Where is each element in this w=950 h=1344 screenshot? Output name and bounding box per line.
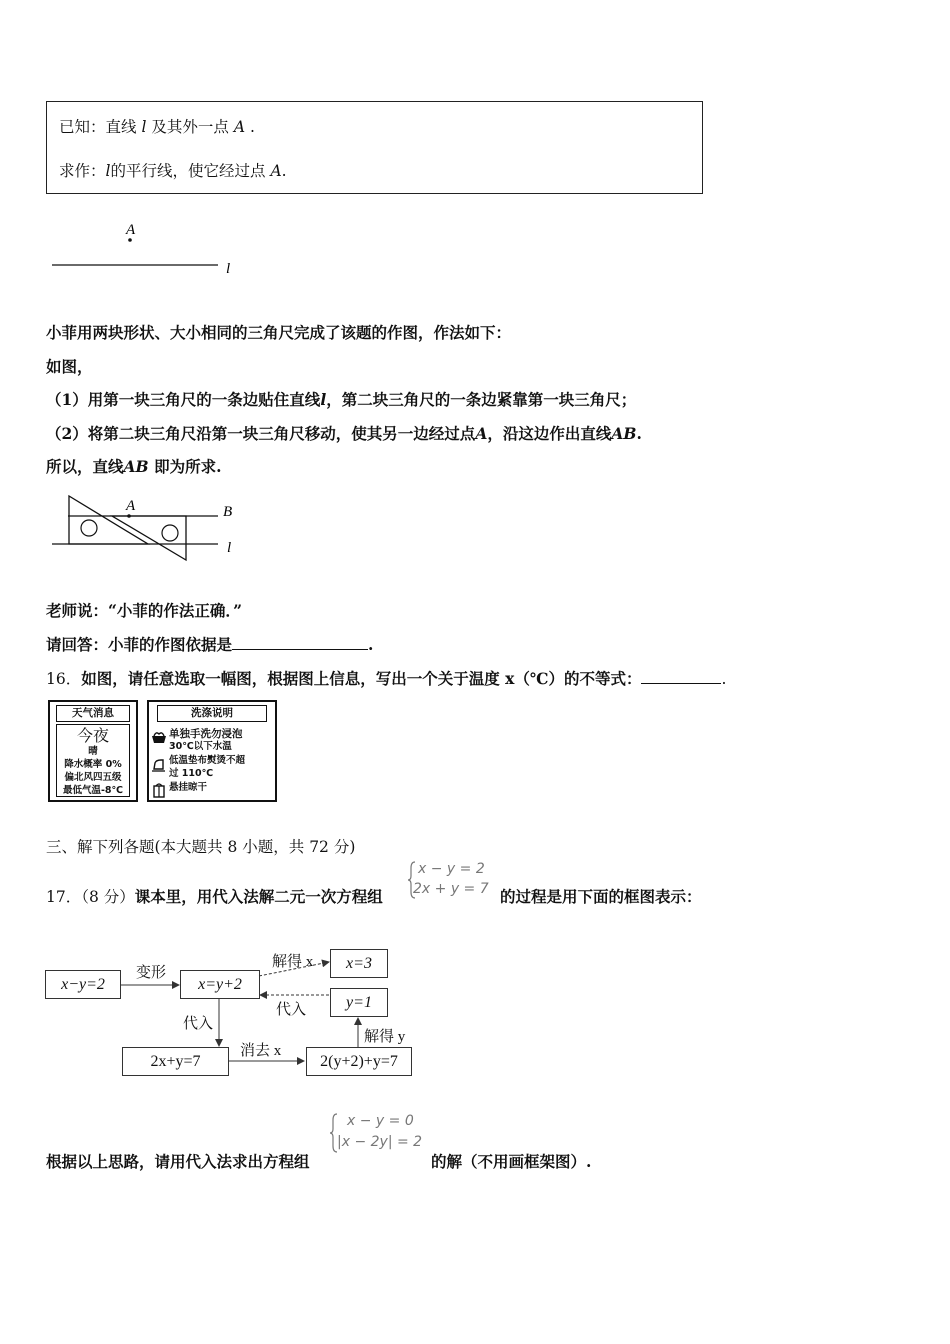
flow-box-x: x=3 xyxy=(330,949,388,978)
wash-line: 30℃以下水温 xyxy=(169,740,232,752)
wash-line: 过 110℃ xyxy=(169,767,214,779)
flow-box-transformed: x=y+2 xyxy=(180,970,260,999)
teacher-comment: 老师说：“小菲的作法正确．” xyxy=(46,601,243,620)
wash-card-title: 洗涤说明 xyxy=(157,705,267,722)
figure1-point-label: A xyxy=(126,222,136,238)
flow-label-solve-y: 解得 y xyxy=(364,1029,406,1045)
question-17-tail: 的过程是用下面的框图表示： xyxy=(500,887,702,906)
wash-card xyxy=(147,700,277,802)
flow-box-y: y=1 xyxy=(330,988,388,1017)
given-line-2: 求作：l的平行线，使它经过点 A. xyxy=(59,162,287,180)
question-17-task: 根据以上思路，请用代入法求出方程组 xyxy=(46,1152,310,1171)
question-17: 17．（8 分）课本里，用代入法解二元一次方程组 xyxy=(46,887,383,906)
figure-point-and-line xyxy=(46,215,246,280)
figure-set-squares xyxy=(46,488,256,568)
flow-box-eq2: 2x+y=7 xyxy=(122,1047,229,1076)
system-eq-1: x − y = 0 xyxy=(347,1113,414,1129)
wash-line: 悬挂晾干 xyxy=(169,782,208,793)
figure2-label-l: l xyxy=(227,540,232,556)
flow-label-solve-x: 解得 x xyxy=(272,954,314,970)
question-17-task-tail: 的解（不用画框架图）. xyxy=(431,1152,592,1171)
point-a-dot xyxy=(128,238,132,242)
hang-dry-icon xyxy=(152,782,166,798)
set-square-first xyxy=(112,516,186,560)
solution-step-1: （1）用第一块三角尺的一条边贴住直线l，第二块三角尺的一条边紧靠第一块三角尺； xyxy=(46,390,637,409)
flow-box-start: x−y=2 xyxy=(45,970,121,999)
answer-blank-15[interactable] xyxy=(232,635,368,650)
weather-line: 最低气温-8℃ xyxy=(62,785,124,796)
figure2-label-a: A xyxy=(126,498,136,514)
question-number: 17． xyxy=(46,888,82,906)
weather-card xyxy=(48,700,138,802)
wash-line: 单独手洗勿浸泡 xyxy=(169,728,243,740)
flow-label-substitute-down: 代入 xyxy=(183,1016,214,1032)
question-16: 16．如图，请任意选取一幅图，根据图上信息，写出一个关于温度 x（℃）的不等式： . xyxy=(46,669,727,688)
solution-conclusion: 所以，直线AB 即为所求. xyxy=(46,457,222,476)
solution-intro: 小菲用两块形状、大小相同的三角尺完成了该题的作图，作法如下： xyxy=(46,323,512,342)
system-eq-1: x − y = 2 xyxy=(418,861,485,877)
weather-line: 偏北风四五级 xyxy=(64,772,122,783)
point-a-dot xyxy=(127,514,131,518)
set-square-hole-right xyxy=(162,525,178,541)
wash-lines xyxy=(169,728,245,795)
weather-card-title: 天气消息 xyxy=(56,705,130,722)
figure2-label-b: B xyxy=(223,504,233,520)
equation-system-1 xyxy=(407,860,497,900)
flow-label-eliminate: 消去 x xyxy=(240,1043,282,1059)
wash-card-body xyxy=(151,724,273,797)
system-eq-2: |x − 2y| = 2 xyxy=(337,1134,423,1150)
solution-step-2: （2）将第二块三角尺沿第一块三角尺移动，使其另一边经过点A，沿这边作出直线AB. xyxy=(46,424,642,443)
flowchart xyxy=(40,940,420,1080)
weather-headline: 今夜 xyxy=(76,726,109,745)
given-line-1: 已知：直线 l 及其外一点 A . xyxy=(59,118,255,136)
system-eq-2: 2x + y = 7 xyxy=(413,881,489,897)
weather-card-body xyxy=(56,724,130,797)
flow-label-transform: 变形 xyxy=(136,965,167,981)
set-square-hole-left xyxy=(81,520,97,536)
weather-line: 降水概率 0% xyxy=(64,759,122,770)
flow-label-substitute-right: 代入 xyxy=(276,1002,307,1018)
weather-line: 晴 xyxy=(88,746,98,757)
set-square-second xyxy=(69,496,148,544)
wash-line: 低温垫布熨烫不超 xyxy=(169,755,246,766)
solution-as-shown: 如图， xyxy=(46,357,93,376)
question-number: 16． xyxy=(46,670,82,688)
flow-box-substituted: 2(y+2)+y=7 xyxy=(306,1047,412,1076)
equation-system-2 xyxy=(329,1112,429,1154)
iron-icon xyxy=(152,758,166,772)
section-3-heading: 三、解下列各题(本大题共 8 小题，共 72 分) xyxy=(46,838,356,856)
figure1-line-label: l xyxy=(226,261,231,277)
question-15: 请回答：小菲的作图依据是 . xyxy=(46,635,374,654)
answer-blank-16[interactable] xyxy=(641,669,721,684)
hand-wash-icon xyxy=(151,731,167,745)
given-box xyxy=(46,101,703,194)
